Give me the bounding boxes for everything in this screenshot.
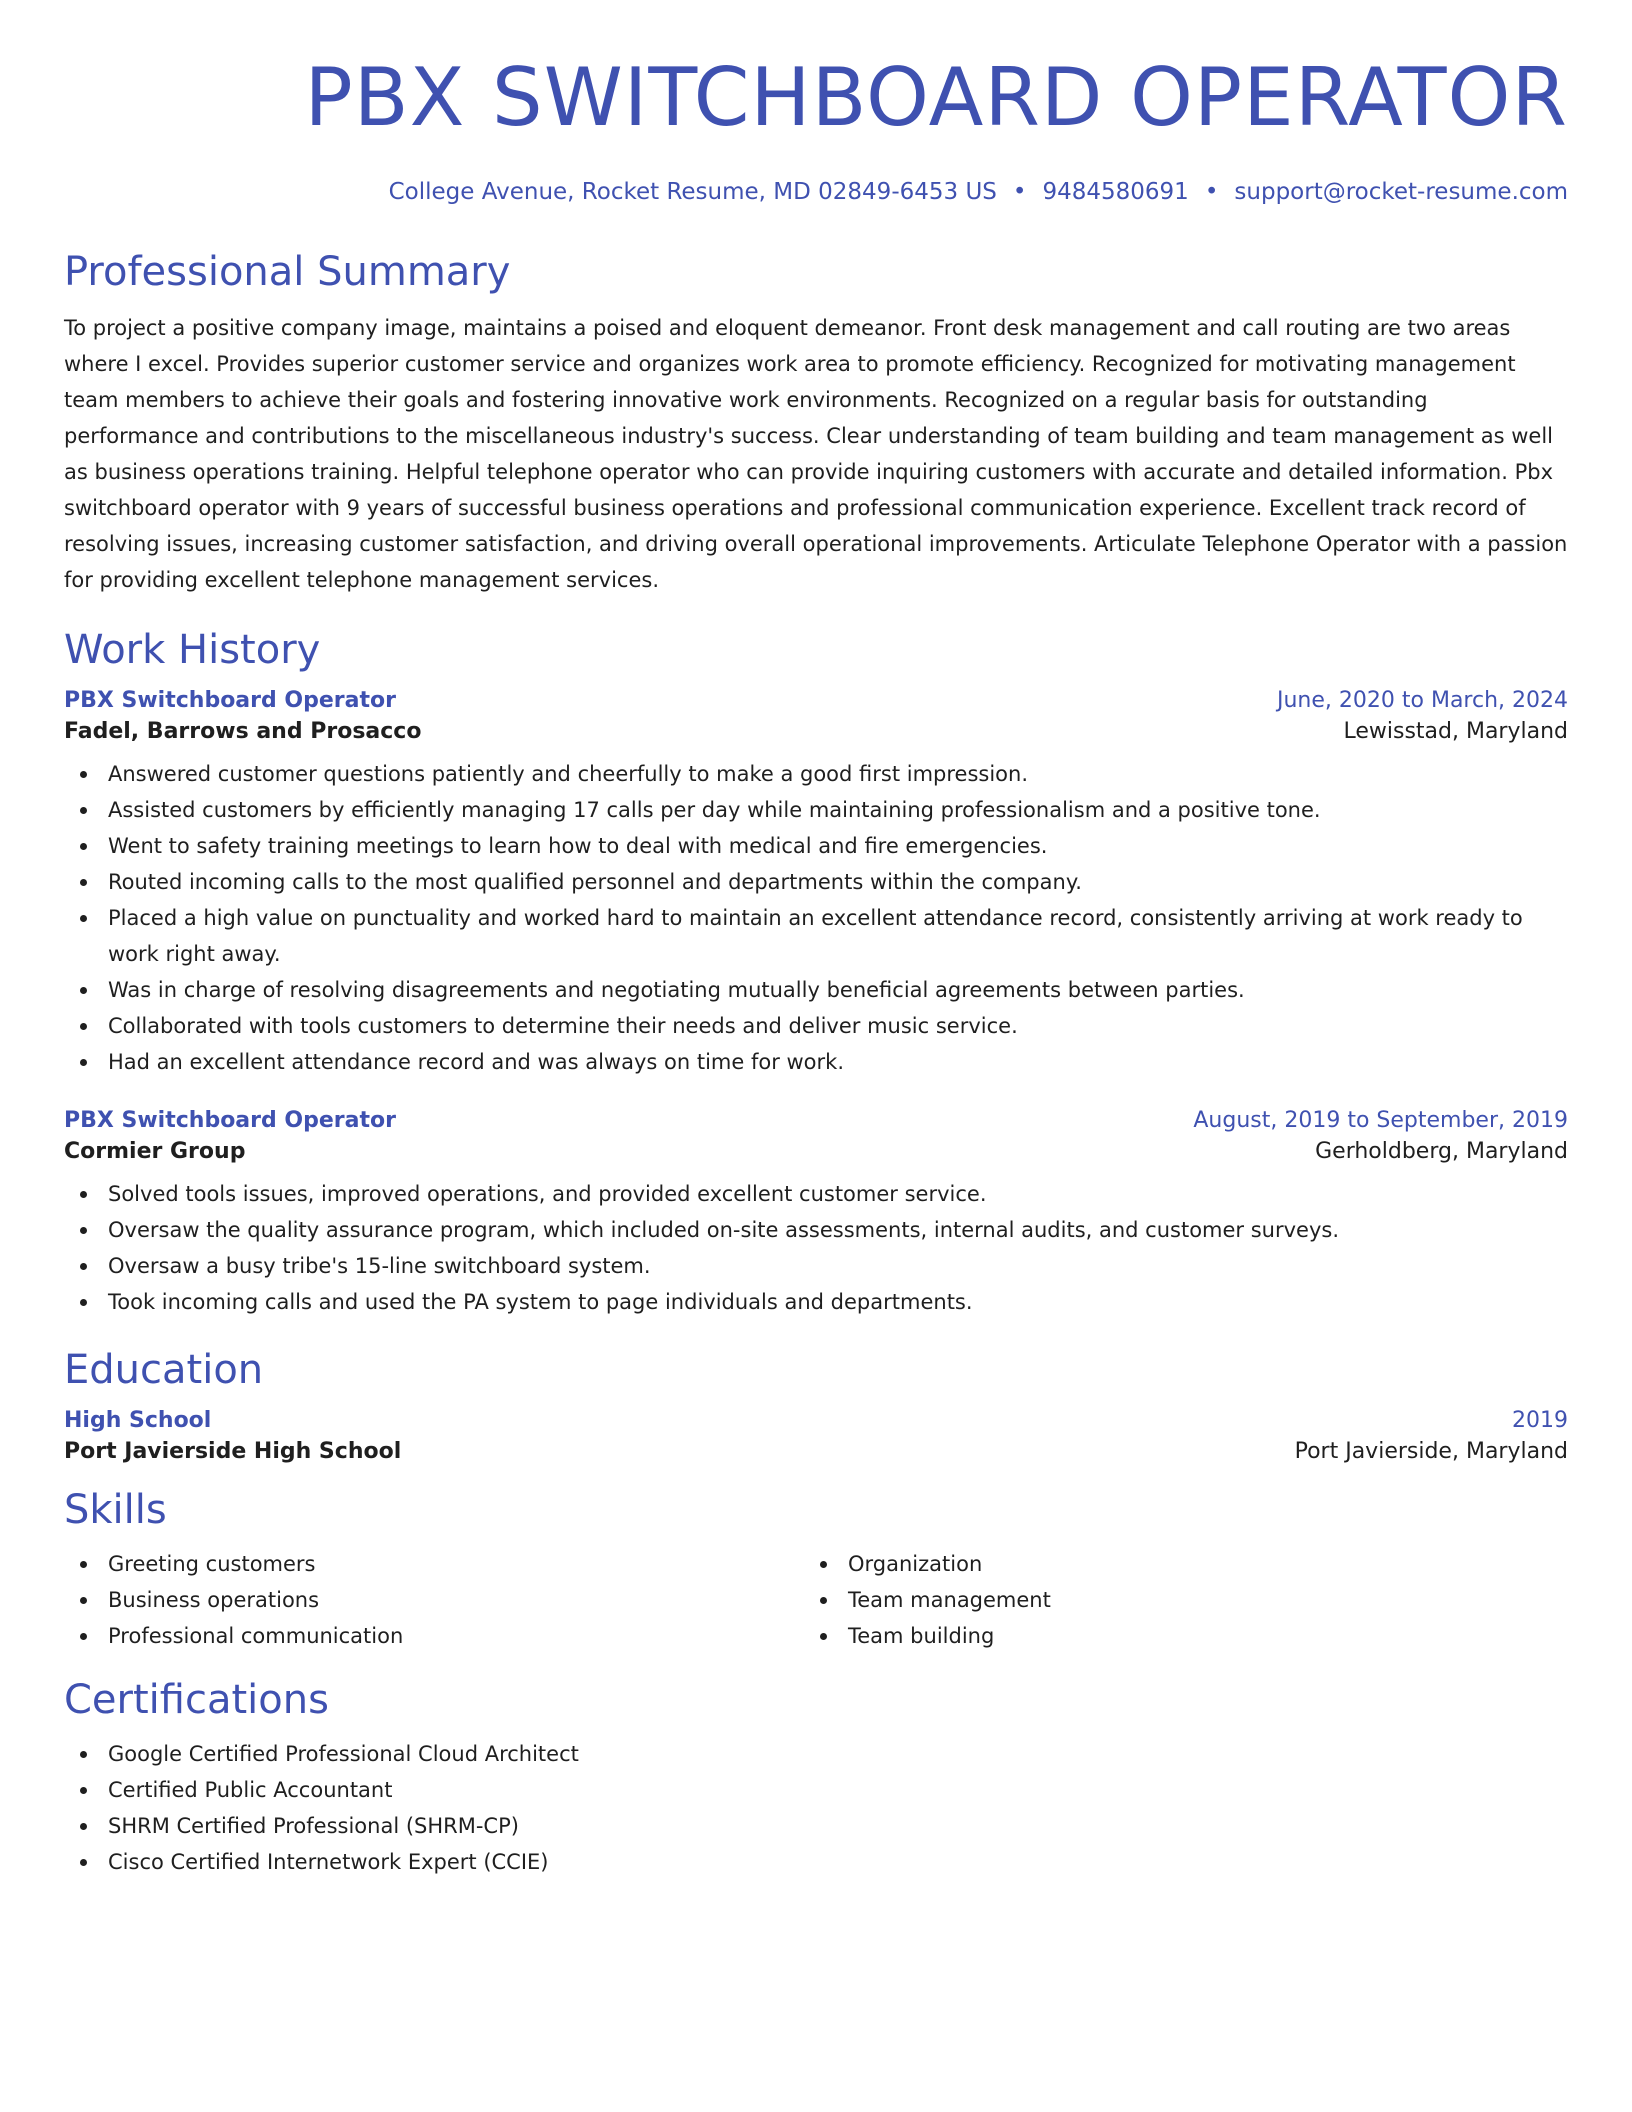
job-company: Fadel, Barrows and Prosacco: [64, 719, 422, 745]
list-item: Google Certified Professional Cloud Architect: [64, 1736, 1568, 1772]
contact-email[interactable]: support@rocket-resume.com: [1234, 179, 1568, 205]
job-dates: June, 2020 to March, 2024: [1277, 688, 1568, 714]
education-location: Port Javierside, Maryland: [1294, 1439, 1568, 1465]
list-item: Went to safety training meetings to learn how to deal with medical and fire emergencies.: [64, 828, 1568, 864]
education-school-row: [64, 1439, 1568, 1464]
job-company-row: [64, 1139, 1568, 1164]
certifications-heading: Certifications: [64, 1677, 329, 1724]
list-item: Was in charge of resolving disagreements and negotiating mutually beneficial agreements between parties.: [64, 972, 1568, 1008]
list-item: Certified Public Accountant: [64, 1772, 1568, 1808]
list-item: Professional communication: [64, 1618, 804, 1654]
list-item: Organization: [804, 1546, 1544, 1582]
skills-heading: Skills: [64, 1487, 167, 1534]
list-item: Answered customer questions patiently and cheerfully to make a good first impression.: [64, 756, 1568, 792]
list-item: Placed a high value on punctuality and worked hard to maintain an excellent attendance record, consistently arriving at work ready to work right away.: [64, 900, 1568, 972]
job-title-row: [64, 688, 1568, 713]
skills-column-right: [804, 1546, 1544, 1654]
job-location: Lewisstad, Maryland: [1343, 719, 1568, 745]
contact-phone: 9484580691: [1042, 179, 1189, 205]
education-school: Port Javierside High School: [64, 1439, 402, 1465]
job-location: Gerholdberg, Maryland: [1315, 1139, 1568, 1165]
summary-section: [64, 248, 1568, 598]
list-item: Routed incoming calls to the most qualified personnel and departments within the company.: [64, 864, 1568, 900]
list-item: Took incoming calls and used the PA system to page individuals and departments.: [64, 1284, 1568, 1320]
list-item: Team management: [804, 1582, 1544, 1618]
job-company: Cormier Group: [64, 1139, 246, 1165]
job-dates: August, 2019 to September, 2019: [1193, 1108, 1568, 1134]
list-item: Cisco Certified Internetwork Expert (CCIE): [64, 1844, 1568, 1880]
contact-separator: •: [1012, 179, 1027, 205]
education-section: [64, 1346, 1568, 1464]
list-item: Oversaw a busy tribe's 15-line switchboard system.: [64, 1248, 1568, 1284]
certifications-section: [64, 1676, 1568, 1880]
list-item: Had an excellent attendance record and was always on time for work.: [64, 1044, 1568, 1080]
list-item: Assisted customers by efficiently managing 17 calls per day while maintaining professionalism and a positive tone.: [64, 792, 1568, 828]
certifications-list: [64, 1736, 1568, 1880]
job-entry: [64, 688, 1568, 1080]
skills-columns: [64, 1546, 1568, 1654]
list-item: SHRM Certified Professional (SHRM-CP): [64, 1808, 1568, 1844]
education-degree: High School: [64, 1408, 212, 1434]
education-year: 2019: [1512, 1408, 1568, 1434]
summary-heading: Professional Summary: [64, 249, 511, 296]
list-item: Team building: [804, 1618, 1544, 1654]
skills-column-left: [64, 1546, 804, 1654]
contact-line: [64, 176, 1568, 208]
job-title-row: [64, 1108, 1568, 1133]
work-history-heading: Work History: [64, 627, 321, 674]
contact-address: College Avenue, Rocket Resume, MD 02849-6453 US: [388, 179, 997, 205]
skills-section: [64, 1486, 1568, 1654]
summary-text: To project a positive company image, maintains a poised and eloquent demeanor. Front desk management and call routing are two areas where I excel. Provides superior customer service and organizes work area to promote efficiency. Recognized for motivating management team members to achieve their goals and fostering innovative work environments. Recognized on a regular basis for outstanding performance and contributions to the miscellaneous industry's success. Clear understanding of team building and team management as well as business operations training. Helpful telephone operator who can provide inquiring customers with accurate and detailed information. Pbx switchboard operator with 9 years of successful business operations and professional communication experience. Excellent track record of resolving issues, increasing customer satisfaction, and driving overall operational improvements. Articulate Telephone Operator with a passion for providing excellent telephone management services.: [64, 316, 1568, 593]
job-title: PBX Switchboard Operator: [64, 688, 396, 714]
job-bullets: [64, 1176, 1568, 1320]
job-company-row: [64, 719, 1568, 744]
resume-name: PBX SWITCHBOARD OPERATOR: [304, 51, 1568, 144]
list-item: Solved tools issues, improved operations, and provided excellent customer service.: [64, 1176, 1568, 1212]
list-item: Oversaw the quality assurance program, which included on-site assessments, internal audits, and customer surveys.: [64, 1212, 1568, 1248]
job-bullets: [64, 756, 1568, 1080]
contact-separator: •: [1204, 179, 1219, 205]
list-item: Greeting customers: [64, 1546, 804, 1582]
list-item: Collaborated with tools customers to determine their needs and deliver music service.: [64, 1008, 1568, 1044]
work-history-section: [64, 626, 1568, 1320]
job-entry: [64, 1108, 1568, 1320]
list-item: Business operations: [64, 1582, 804, 1618]
education-heading: Education: [64, 1347, 264, 1394]
job-title: PBX Switchboard Operator: [64, 1108, 396, 1134]
education-degree-row: [64, 1408, 1568, 1433]
